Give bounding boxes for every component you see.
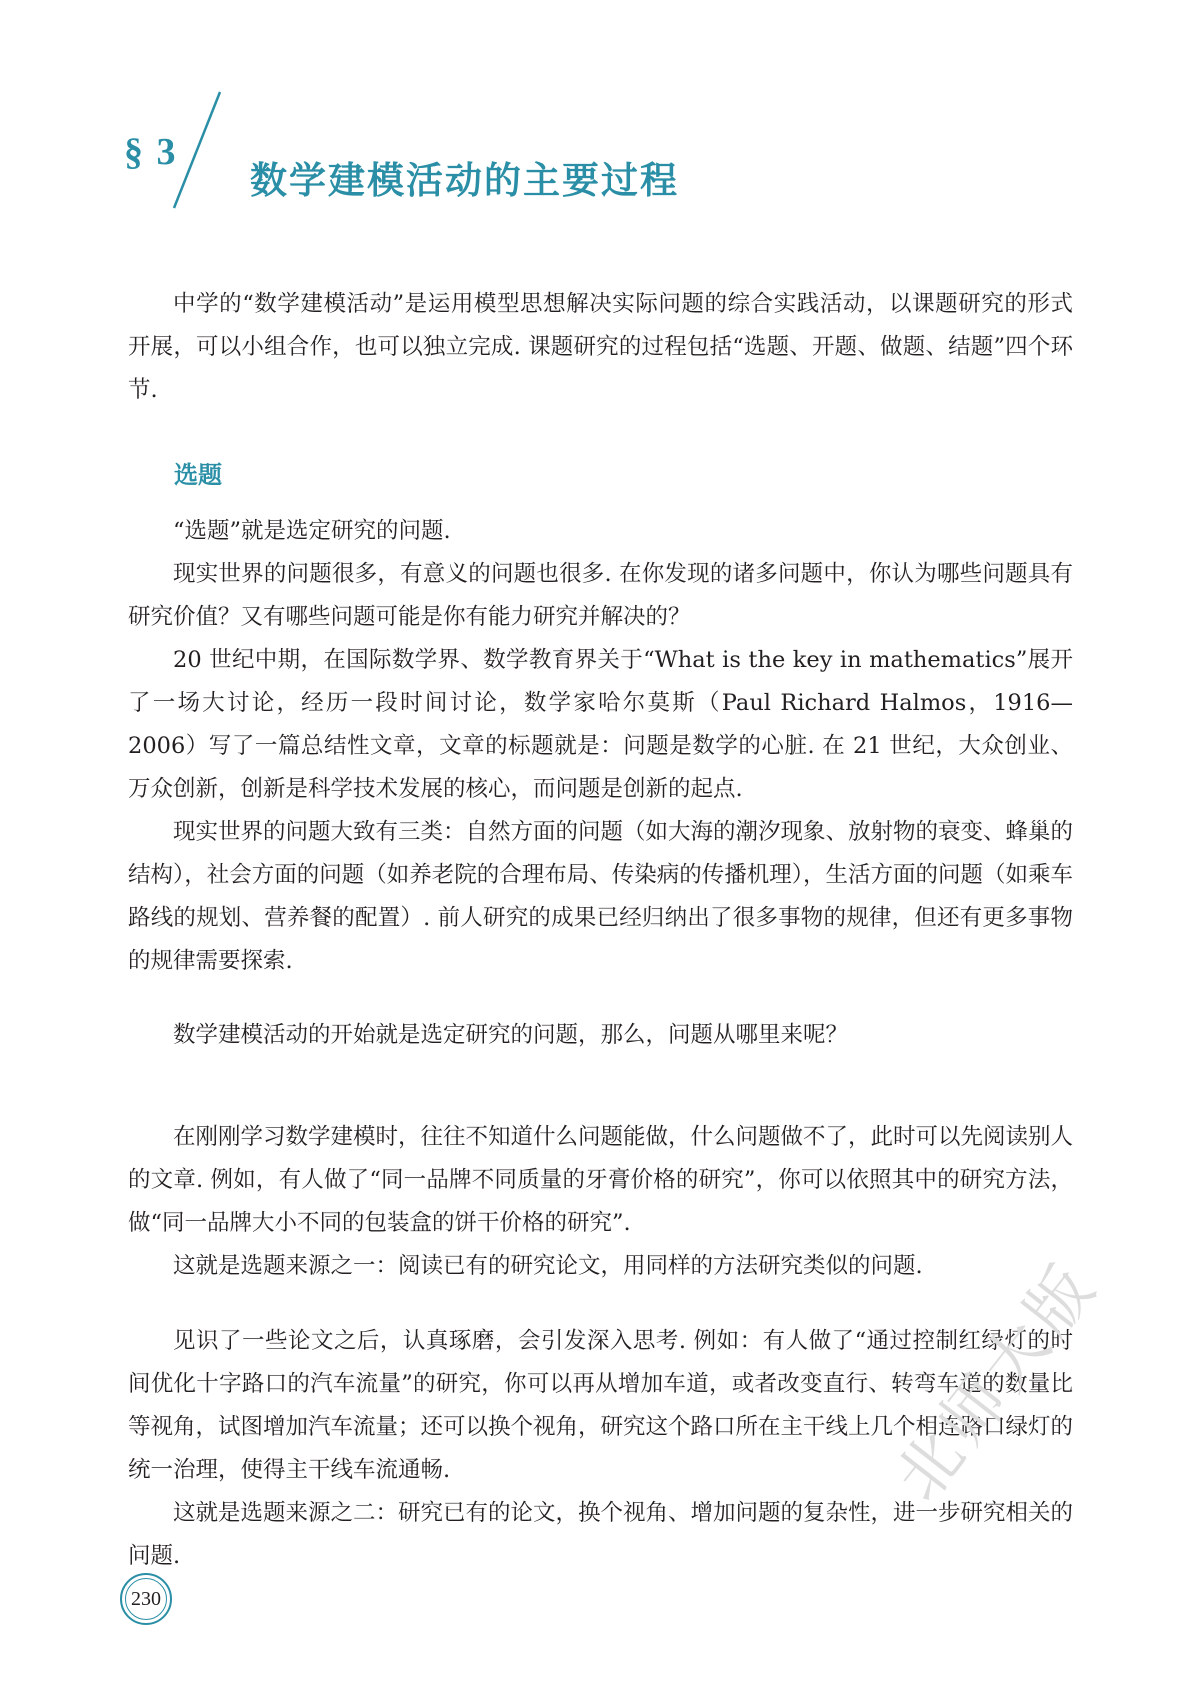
page-number-badge [120,1573,172,1625]
section-number: § 3 [124,131,178,173]
intro-paragraph: 中学的“数学建模活动”是运用模型思想解决实际问题的综合实践活动，以课题研究的形式开展，可以小组合作，也可以独立完成. 课题研究的过程包括“选题、开题、做题、结题”四个环节. [128,291,1073,403]
paragraph-problems-value: 现实世界的问题很多，有意义的问题也很多. 在你发现的诸多问题中，你认为哪些问题具有研究价值？又有哪些问题可能是你有能力研究并解决的？ [128,561,1073,630]
paragraph-definition: “选题”就是选定研究的问题. [173,518,451,544]
page-number: 230 [131,1587,161,1610]
paragraph-reading-papers: 在刚刚学习数学建模时，往往不知道什么问题能做，什么问题做不了，此时可以先阅读别人的文章. 例如，有人做了“同一品牌不同质量的牙膏价格的研究”，你可以依照其中的研究方法，做“同一品牌大小不同的包装盒的饼干价格的研究”. [128,1124,1074,1236]
paragraph-source-two: 这就是选题来源之二：研究已有的论文，换个视角、增加问题的复杂性，进一步研究相关的问题. [128,1500,1074,1569]
title-divider-slash [168,90,228,210]
paragraph-question: 数学建模活动的开始就是选定研究的问题，那么，问题从哪里来呢？ [173,1022,849,1048]
paragraph-halmos: 20 世纪中期，在国际数学界、数学教育界关于“What is the key in mathematics”展开了一场大讨论，经历一段时间讨论，数学家哈尔莫斯（Paul Richard Halmos，1916—2006）写了一篇总结性文章，文章的标题就是：问题是数学的心脏. 在 21 世纪，大众创业、万众创新，创新是科学技术发展的核心，而问题是创新的起点. [128,647,1073,802]
subheading-xuanti: 选题 [174,461,222,489]
paragraph-problem-types: 现实世界的问题大致有三类：自然方面的问题（如大海的潮汐现象、放射物的衰变、蜂巢的结构），社会方面的问题（如养老院的合理布局、传染病的传播机理），生活方面的问题（如乘车路线的规划、营养餐的配置）. 前人研究的成果已经归纳出了很多事物的规律，但还有更多事物的规律需要探索. [128,819,1074,974]
section-title: 数学建模活动的主要过程 [250,159,679,202]
paragraph-source-one: 这就是选题来源之一：阅读已有的研究论文，用同样的方法研究类似的问题. [173,1253,923,1279]
publisher-watermark: 北师大版 [881,1248,1113,1515]
paragraph-deep-thinking: 见识了一些论文之后，认真琢磨，会引发深入思考. 例如：有人做了“通过控制红绿灯的时间优化十字路口的汽车流量”的研究，你可以再从增加车道，或者改变直行、转弯车道的数量比等视角，试图增加汽车流量；还可以换个视角，研究这个路口所在主干线上几个相连路口绿灯的统一治理，使得主干线车流通畅. [128,1328,1074,1483]
